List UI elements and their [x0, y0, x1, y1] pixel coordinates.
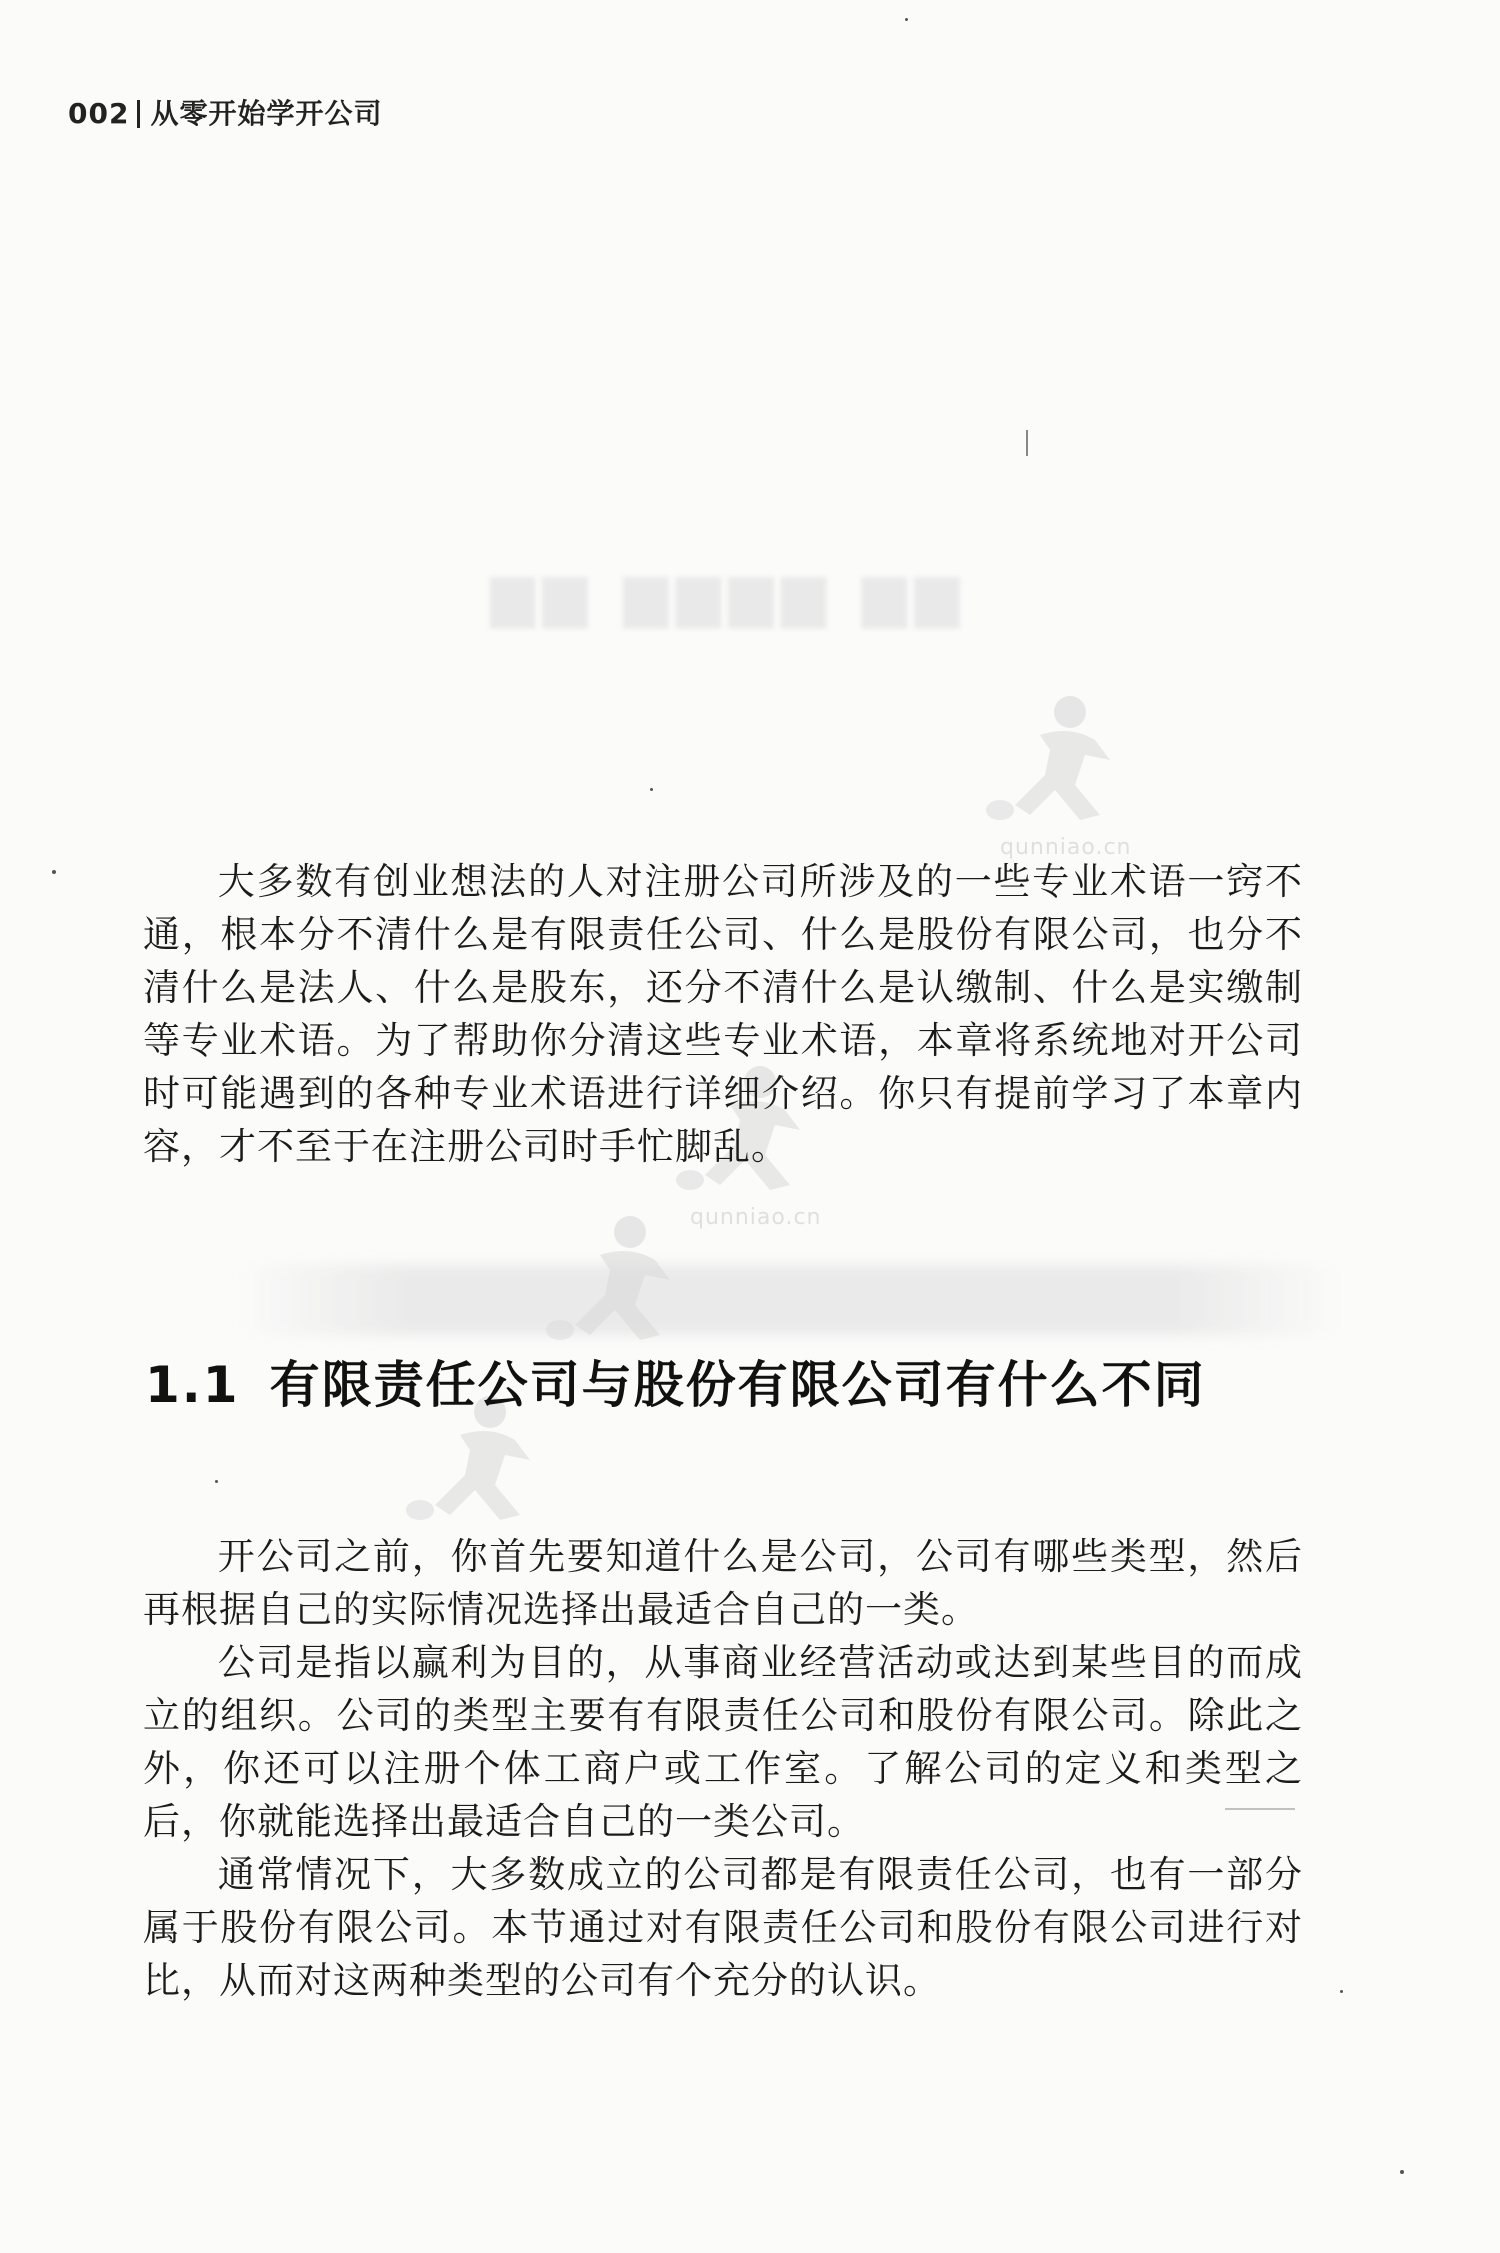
- body-paragraph: [143, 1636, 1303, 1848]
- scan-speck: [1400, 2170, 1404, 2174]
- watermark-text: qunniao.cn: [1000, 835, 1132, 860]
- body-paragraph: [143, 1530, 1303, 1636]
- watermark-text: qunniao.cn: [690, 1205, 822, 1230]
- scan-speck: [905, 18, 908, 21]
- running-header: [68, 92, 382, 132]
- body-paragraph-text: 开公司之前，你首先要知道什么是公司，公司有哪些类型，然后再根据自己的实际情况选择出最适合自己的一类。: [143, 1535, 1303, 1631]
- book-title: 从零开始学开公司: [150, 97, 383, 130]
- section-heading: [145, 1345, 1206, 1417]
- section-title: 有限责任公司与股份有限公司有什么不同: [269, 1356, 1206, 1414]
- scan-speck: [215, 1480, 218, 1483]
- header-separator: [137, 100, 140, 128]
- intro-paragraph: [143, 855, 1303, 1173]
- body-paragraph: [143, 1848, 1303, 2007]
- page-number: 002: [68, 97, 130, 130]
- scan-speck: [52, 870, 56, 874]
- scan-mark: [1225, 1808, 1295, 1810]
- body-paragraph-text: 公司是指以赢利为目的，从事商业经营活动或达到某些目的而成立的组织。公司的类型主要有有限责任公司和股份有限公司。除此之外，你还可以注册个体工商户或工作室。了解公司的定义和类型之后，你就能选择出最适合自己的一类公司。: [143, 1641, 1303, 1843]
- scan-speck: [1340, 1990, 1343, 1993]
- section-number: 1.1: [145, 1356, 240, 1414]
- watermark-runner-icon: [960, 690, 1160, 860]
- faded-bleed-through-band: [240, 1265, 1340, 1335]
- faded-chapter-title-bleed: ▆▆ ▆▆▆▆ ▆▆: [490, 560, 968, 628]
- scan-mark: [1026, 430, 1028, 456]
- scan-speck: [650, 788, 653, 791]
- body-paragraph-text: 通常情况下，大多数成立的公司都是有限责任公司，也有一部分属于股份有限公司。本节通过对有限责任公司和股份有限公司进行对比，从而对这两种类型的公司有个充分的认识。: [143, 1853, 1303, 2002]
- intro-paragraph-text: 大多数有创业想法的人对注册公司所涉及的一些专业术语一窍不通，根本分不清什么是有限责任公司、什么是股份有限公司，也分不清什么是法人、什么是股东，还分不清什么是认缴制、什么是实缴制等专业术语。为了帮助你分清这些专业术语，本章将系统地对开公司时可能遇到的各种专业术语进行详细介绍。你只有提前学习了本章内容，才不至于在注册公司时手忙脚乱。: [143, 860, 1303, 1168]
